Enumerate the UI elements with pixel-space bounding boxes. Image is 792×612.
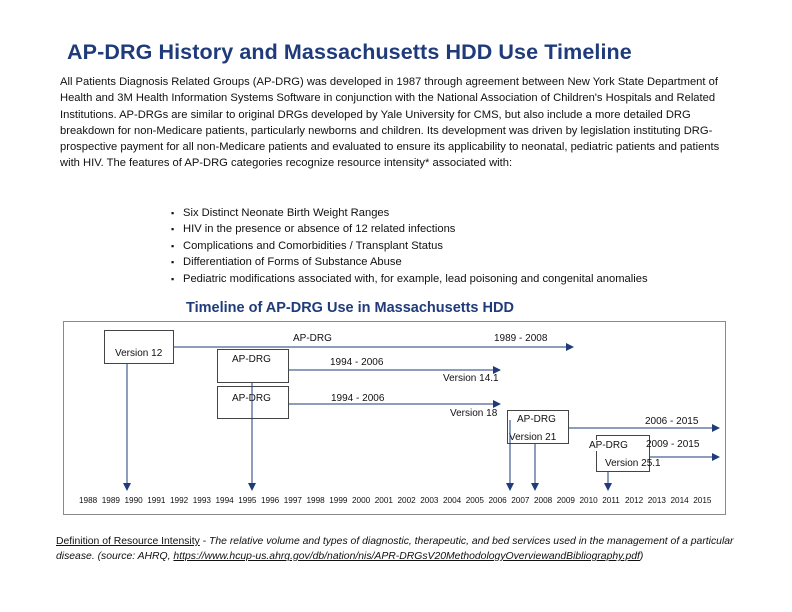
year-label: 2005 bbox=[465, 496, 484, 505]
year-label: 2001 bbox=[374, 496, 393, 505]
year-label: 2013 bbox=[647, 496, 666, 505]
year-label: 1996 bbox=[261, 496, 280, 505]
year-label: 2012 bbox=[625, 496, 644, 505]
bullet-icon: ▪ bbox=[171, 273, 175, 284]
footnote-description: The relative volume and types of diagnostic, therapeutic, and bed services used in the management of a particular disease. (source: AHRQ, bbox=[56, 536, 734, 562]
bullet-icon: ▪ bbox=[171, 208, 175, 218]
source-link[interactable]: https://www.hcup-us.ahrq.gov/db/nation/nis/APR-DRGsV20MethodologyOverviewandBibliography.pdf bbox=[173, 551, 640, 562]
year-label: 1997 bbox=[283, 496, 302, 505]
year-label: 1990 bbox=[124, 496, 143, 505]
feature-text: Six Distinct Neonate Birth Weight Ranges bbox=[183, 207, 390, 219]
apdrg-mid-label: AP-DRG bbox=[232, 354, 271, 365]
feature-text: HIV in the presence or absence of 12 related infections bbox=[183, 223, 456, 236]
range-1994-2006-b-label: 1994 - 2006 bbox=[331, 393, 385, 404]
year-label: 2007 bbox=[511, 496, 530, 505]
range-2009-2015-label: 2009 - 2015 bbox=[646, 439, 700, 450]
year-label: 2009 bbox=[556, 496, 575, 505]
feature-text: Complications and Comorbidities / Transplant Status bbox=[183, 239, 443, 252]
year-label: 1989 bbox=[101, 496, 120, 505]
intro-paragraph: All Patients Diagnosis Related Groups (AP-DRG) was developed in 1987 through agreement between New York State Department of Health and 3M Health Information Systems Software in conjunction with the National Association of Children's Hospitals and Related Institutions. AP-DRGs are similar to original DRGs developed by Yale University for CMS, but also include a more detailed DRG breakdown for non-Medicare patients, particularly newborns and children. Its development was driven by legislation instituting DRG-prospective payment for all non-Medicare patients and evaluated to ensure its applicability to neonatal, pediatric patients and patients with HIV. The features of AP-DRG categories recognize resource intensity* associated with: bbox=[60, 76, 720, 170]
apdrg-low-label: AP-DRG bbox=[232, 393, 271, 404]
apdrg-v251-label: AP-DRG bbox=[589, 440, 628, 451]
feature-text: Differentiation of Forms of Substance Abuse bbox=[183, 256, 402, 269]
version-14-1-label: Version 14.1 bbox=[443, 373, 499, 384]
year-label: 2006 bbox=[488, 496, 507, 505]
apdrg-v21-label: AP-DRG bbox=[517, 414, 556, 425]
year-label: 2014 bbox=[670, 496, 689, 505]
version-12-label: Version 12 bbox=[115, 348, 163, 359]
bullet-icon: ▪ bbox=[171, 224, 175, 235]
timeline-title: Timeline of AP-DRG Use in Massachusetts HDD bbox=[186, 300, 514, 316]
range-2006-2015-label: 2006 - 2015 bbox=[645, 416, 699, 427]
year-label: 2010 bbox=[579, 496, 598, 505]
version-21-label: Version 21 bbox=[509, 432, 557, 443]
bullet-icon: ▪ bbox=[171, 240, 175, 251]
footnote-separator: - bbox=[199, 536, 210, 547]
range-1989-2008-label: 1989 - 2008 bbox=[494, 333, 548, 344]
year-label: 1988 bbox=[79, 496, 98, 505]
year-label: 2002 bbox=[397, 496, 416, 505]
year-label: 1999 bbox=[329, 496, 348, 505]
page-title: AP-DRG History and Massachusetts HDD Use Timeline bbox=[67, 40, 632, 64]
year-label: 1991 bbox=[147, 496, 166, 505]
year-label: 2004 bbox=[443, 496, 462, 505]
year-label: 2015 bbox=[693, 496, 712, 505]
year-label: 1994 bbox=[215, 496, 234, 505]
version-25-1-label: Version 25.1 bbox=[605, 458, 661, 469]
year-label: 2008 bbox=[534, 496, 553, 505]
footnote bbox=[56, 534, 746, 564]
footnote-closing: ) bbox=[639, 551, 644, 562]
footnote-term: Definition of Resource Intensity bbox=[56, 536, 200, 547]
year-label: 1998 bbox=[306, 496, 325, 505]
bullet-icon: ▪ bbox=[171, 257, 175, 268]
version-18-label: Version 18 bbox=[450, 408, 498, 419]
year-label: 1992 bbox=[170, 496, 189, 505]
year-label: 1995 bbox=[238, 496, 257, 505]
year-label: 2003 bbox=[420, 496, 439, 505]
year-label: 2011 bbox=[602, 496, 620, 505]
apdrg-top-label: AP-DRG bbox=[293, 333, 332, 344]
year-label: 1993 bbox=[192, 496, 211, 505]
range-1994-2006-a-label: 1994 - 2006 bbox=[330, 357, 384, 368]
year-label: 2000 bbox=[352, 496, 371, 505]
feature-text: Pediatric modifications associated with, for example, lead poisoning and congenital anomalies bbox=[183, 272, 648, 285]
